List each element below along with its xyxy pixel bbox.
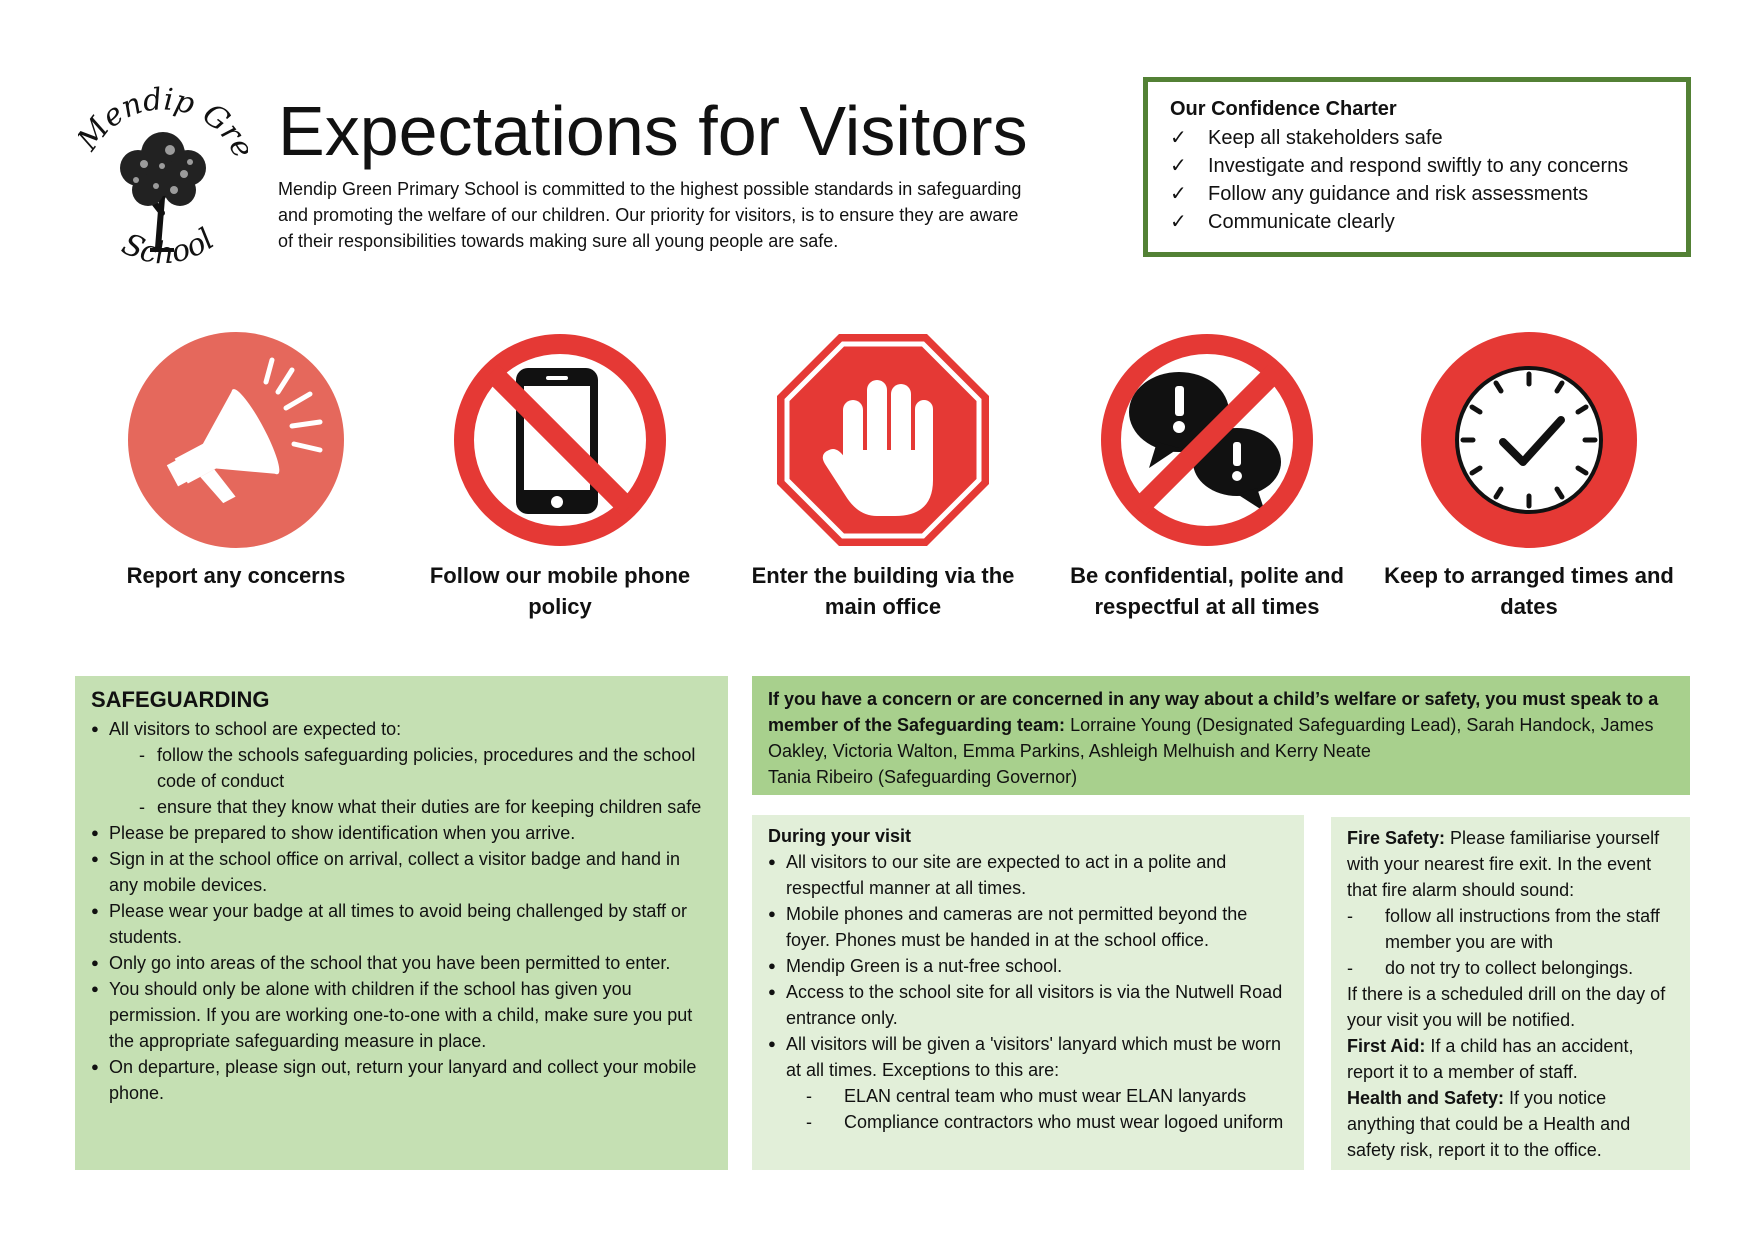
confidence-charter-box (1143, 77, 1691, 257)
list-item: - ensure that they know what their duties are for keeping children safe (139, 794, 712, 820)
list-item: ● Access to the school site for all visitors is via the Nutwell Road entrance only. (768, 979, 1288, 1031)
list-item: - follow all instructions from the staff member you are with (1347, 903, 1674, 955)
no-speech-bubbles-icon (1097, 330, 1317, 550)
charter-item: ✓ Follow any guidance and risk assessments (1170, 180, 1664, 208)
arranged-times-item (1379, 330, 1679, 622)
charter-title: Our Confidence Charter (1170, 98, 1397, 120)
enter-main-office-item (733, 330, 1033, 622)
fire-safety-panel (1331, 817, 1690, 1170)
charter-item: ✓ Investigate and respond swiftly to any concerns (1170, 152, 1664, 180)
first-aid-text: First Aid: If a child has an accident, report it to a member of staff. (1347, 1036, 1634, 1082)
school-logo (78, 78, 248, 288)
drill-text: If there is a scheduled drill on the day of your visit you will be notified. (1347, 984, 1666, 1030)
check-icon: ✓ (1170, 155, 1187, 177)
logo-top-text: endip Gr (95, 82, 248, 150)
list-item: ● Sign in at the school office on arrival, collect a visitor badge and hand in any mobile devices. (91, 846, 712, 898)
list-item: - follow the schools safeguarding policies, procedures and the school code of conduct (139, 742, 712, 794)
check-icon: ✓ (1170, 211, 1187, 233)
safeguarding-list (91, 716, 712, 1106)
charter-item: ✓ Communicate clearly (1170, 208, 1664, 236)
list-item: ● All visitors to our site are expected to act in a polite and respectful manner at all times. (768, 849, 1288, 901)
fire-safety-text: Fire Safety: Please familiarise yourself with your nearest fire exit. In the event that fire alarm should sound: (1347, 828, 1660, 900)
logo-bottom-text: School (116, 221, 221, 272)
megaphone-icon (126, 330, 346, 550)
intro-text: Mendip Green Primary School is committed to the highest possible standards in safeguarding and promoting the welfare of our children. Our priority for visitors, is to ensure they are aware of their responsibilities towards making sure all young people are safe. (278, 179, 1022, 251)
list-item: ● On departure, please sign out, return your lanyard and collect your mobile phone. (91, 1054, 712, 1106)
safeguarding-sublist (109, 742, 712, 820)
list-item: - do not try to collect belongings. (1347, 955, 1674, 981)
report-concerns-item (86, 330, 386, 591)
icon-caption: Report any concerns (126, 563, 346, 588)
list-item: ● Only go into areas of the school that you have been permitted to enter. (91, 950, 712, 976)
list-item: ● Please be prepared to show identification when you arrive. (91, 820, 712, 846)
visit-list (768, 849, 1288, 1135)
list-item: ● All visitors will be given a 'visitors' lanyard which must be worn at all times. Exceptions to this are: - ELAN central team who must wear ELAN lanyards - Compliance contractors who must wear logoed uniform (768, 1031, 1288, 1135)
safeguarding-title: SAFEGUARDING (91, 687, 270, 712)
charter-item: ✓ Keep all stakeholders safe (1170, 124, 1664, 152)
stop-hand-icon (773, 330, 993, 550)
clock-icon (1419, 330, 1639, 550)
check-icon: ✓ (1170, 183, 1187, 205)
no-mobile-phone-icon (450, 330, 670, 550)
icon-caption: Follow our mobile phone policy (429, 563, 691, 619)
svg-text:School (117, 222, 221, 271)
health-safety-text: Health and Safety: If you notice anything that could be a Health and safety risk, report it to the office. (1347, 1088, 1631, 1160)
list-item: ● Mendip Green is a nut-free school. (768, 953, 1288, 979)
list-item: ● Mobile phones and cameras are not permitted beyond the foyer. Phones must be handed in at the school office. (768, 901, 1288, 953)
list-item: ● Please wear your badge at all times to avoid being challenged by staff or students. (91, 898, 712, 950)
fire-safety-list (1347, 903, 1674, 981)
page-title: Expectations for Visitors (278, 92, 1028, 170)
visit-exceptions (786, 1083, 1288, 1135)
check-icon: ✓ (1170, 127, 1187, 149)
list-item: - Compliance contractors who must wear logoed uniform (806, 1109, 1288, 1135)
during-visit-panel (752, 815, 1304, 1170)
list-item: ● All visitors to school are expected to: - follow the schools safeguarding policies, procedures and the school code of conduct - ensure that they know what their duties are for keeping children safe (91, 716, 712, 820)
charter-list (1170, 124, 1664, 236)
icon-caption: Keep to arranged times and dates (1384, 563, 1674, 619)
list-item: - ELAN central team who must wear ELAN lanyards (806, 1083, 1288, 1109)
safeguarding-governor: Tania Ribeiro (Safeguarding Governor) (768, 767, 1078, 787)
confidential-polite-item (1057, 330, 1357, 622)
safeguarding-team-panel (752, 676, 1690, 795)
mobile-phone-policy-item (410, 330, 710, 622)
icon-caption: Enter the building via the main office (751, 563, 1015, 619)
safeguarding-panel (75, 676, 728, 1170)
concern-text: If you have a concern or are concerned in any way about a child’s welfare or safety, you must speak to a member of the Safeguarding team: Lorraine Young (Designated Safeguarding Lead), Sarah Handock, James Oakley, Victoria Walton, Emma Parkins, Ashleigh Melhuish and Kerry Neate (768, 689, 1659, 761)
icon-caption: Be confidential, polite and respectful at all times (1070, 563, 1344, 619)
list-item: ● You should only be alone with children if the school has given you permission. If you are working one-to-one with a child, make sure you put the appropriate safeguarding measure in place. (91, 976, 712, 1054)
visit-title: During your visit (768, 826, 912, 846)
